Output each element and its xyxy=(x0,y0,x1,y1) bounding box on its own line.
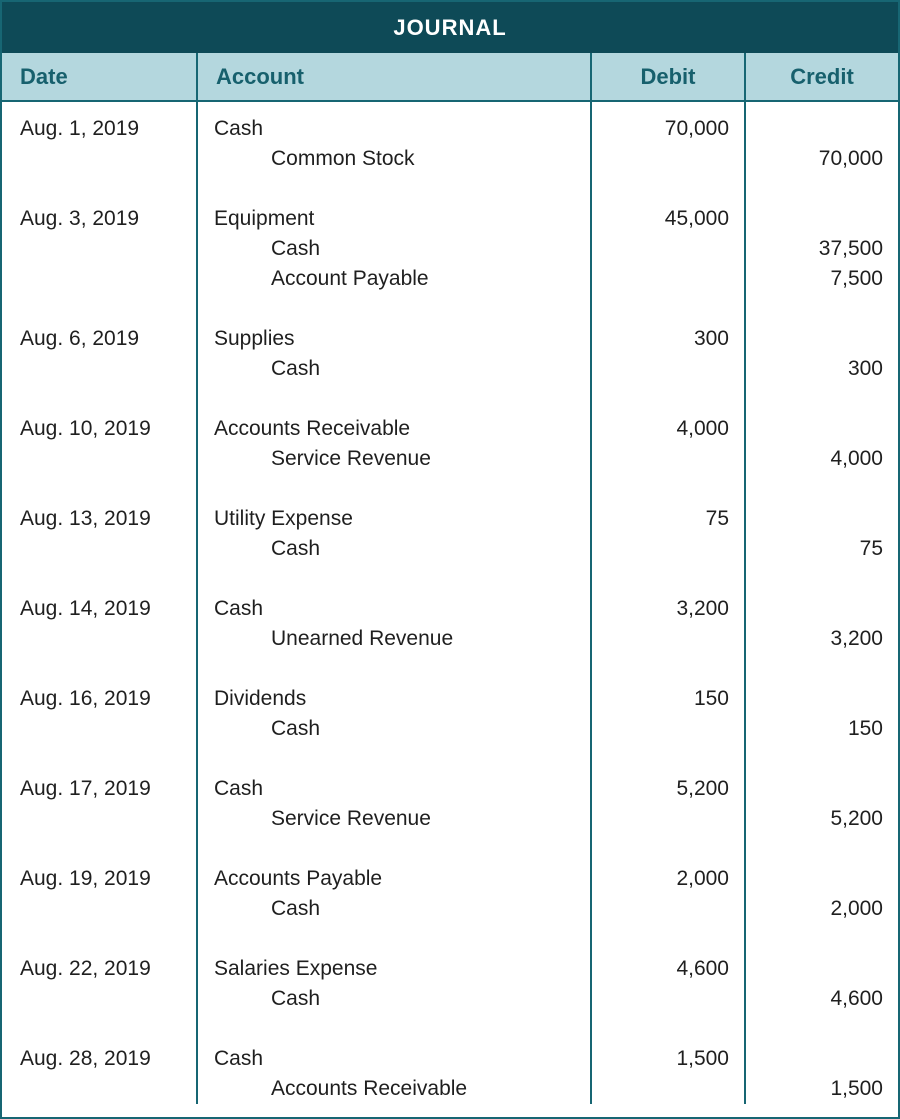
entry-credit-cell: 150 xyxy=(745,714,898,744)
spacer-cell xyxy=(2,174,197,204)
entry-spacer-row xyxy=(2,384,898,414)
journal-entry-line xyxy=(2,504,898,534)
entry-account-cell: Cash xyxy=(197,894,591,924)
spacer-cell xyxy=(2,564,197,594)
column-header-debit: Debit xyxy=(591,53,745,101)
entry-credit-cell: 7,500 xyxy=(745,264,898,294)
entry-debit-cell: 45,000 xyxy=(591,204,745,234)
journal-entry-line xyxy=(2,414,898,444)
padding-cell xyxy=(197,101,591,114)
spacer-cell xyxy=(2,474,197,504)
spacer-cell xyxy=(197,1014,591,1044)
entry-debit-cell xyxy=(591,444,745,474)
entry-credit-cell: 4,000 xyxy=(745,444,898,474)
column-header-account: Account xyxy=(197,53,591,101)
spacer-cell xyxy=(197,384,591,414)
entry-debit-cell xyxy=(591,714,745,744)
entry-date-cell xyxy=(2,894,197,924)
entry-debit-cell xyxy=(591,894,745,924)
entry-account-cell: Accounts Receivable xyxy=(197,414,591,444)
entry-debit-cell: 3,200 xyxy=(591,594,745,624)
entry-date-cell xyxy=(2,624,197,654)
spacer-cell xyxy=(2,744,197,774)
spacer-cell xyxy=(2,294,197,324)
entry-date-cell xyxy=(2,234,197,264)
entry-spacer-row xyxy=(2,1014,898,1044)
journal-entry-line xyxy=(2,1044,898,1074)
journal-entry-line xyxy=(2,954,898,984)
entry-debit-cell: 4,000 xyxy=(591,414,745,444)
spacer-cell xyxy=(591,834,745,864)
journal-entry-line xyxy=(2,144,898,174)
journal-entry-line xyxy=(2,204,898,234)
journal-title: JOURNAL xyxy=(2,2,898,53)
entry-debit-cell xyxy=(591,534,745,564)
entry-credit-cell: 5,200 xyxy=(745,804,898,834)
column-header-date: Date xyxy=(2,53,197,101)
journal-entry-line xyxy=(2,684,898,714)
entry-credit-cell: 2,000 xyxy=(745,894,898,924)
entry-credit-cell: 3,200 xyxy=(745,624,898,654)
spacer-cell xyxy=(745,654,898,684)
entry-date-cell xyxy=(2,264,197,294)
entry-credit-cell xyxy=(745,414,898,444)
entry-account-cell: Cash xyxy=(197,714,591,744)
entry-debit-cell: 70,000 xyxy=(591,114,745,144)
entry-account-cell: Dividends xyxy=(197,684,591,714)
entry-debit-cell: 1,500 xyxy=(591,1044,745,1074)
spacer-cell xyxy=(745,834,898,864)
spacer-cell xyxy=(197,474,591,504)
entry-spacer-row xyxy=(2,834,898,864)
entry-account-cell: Service Revenue xyxy=(197,804,591,834)
journal-entry-line xyxy=(2,864,898,894)
entry-credit-cell: 4,600 xyxy=(745,984,898,1014)
entry-debit-cell xyxy=(591,354,745,384)
entry-credit-cell xyxy=(745,504,898,534)
entry-date-cell xyxy=(2,354,197,384)
entry-credit-cell xyxy=(745,774,898,804)
entry-date-cell xyxy=(2,144,197,174)
spacer-cell xyxy=(745,564,898,594)
spacer-cell xyxy=(197,654,591,684)
spacer-cell xyxy=(2,654,197,684)
entry-spacer-row xyxy=(2,174,898,204)
spacer-cell xyxy=(197,924,591,954)
spacer-cell xyxy=(591,474,745,504)
entry-date-cell: Aug. 13, 2019 xyxy=(20,507,151,530)
entry-account-cell: Cash xyxy=(197,594,591,624)
padding-cell xyxy=(745,101,898,114)
journal-entry-line xyxy=(2,894,898,924)
entry-date-cell xyxy=(2,714,197,744)
entry-debit-cell xyxy=(591,804,745,834)
entry-date-cell: Aug. 3, 2019 xyxy=(20,207,140,230)
entry-debit-cell: 75 xyxy=(591,504,745,534)
entry-account-cell: Account Payable xyxy=(197,264,591,294)
entry-date-cell: Aug. 17, 2019 xyxy=(20,777,151,800)
entry-spacer-row xyxy=(2,924,898,954)
journal-entry-line xyxy=(2,114,898,144)
spacer-cell xyxy=(197,564,591,594)
spacer-cell xyxy=(591,564,745,594)
entry-date-cell: Aug. 1, 2019 xyxy=(20,117,140,140)
journal-entry-line xyxy=(2,594,898,624)
entry-account-cell: Common Stock xyxy=(197,144,591,174)
entry-date-cell xyxy=(2,534,197,564)
top-padding-row xyxy=(2,101,898,114)
padding-cell xyxy=(2,101,197,114)
entry-date-cell: Aug. 28, 2019 xyxy=(20,1047,151,1070)
spacer-cell xyxy=(2,924,197,954)
entry-account-cell: Equipment xyxy=(197,204,591,234)
entry-account-cell: Cash xyxy=(197,114,591,144)
entry-account-cell: Accounts Payable xyxy=(197,864,591,894)
entry-credit-cell xyxy=(745,114,898,144)
spacer-cell xyxy=(745,294,898,324)
entry-date-cell: Aug. 19, 2019 xyxy=(20,867,151,890)
entry-account-cell: Cash xyxy=(197,984,591,1014)
entry-date-cell: Aug. 22, 2019 xyxy=(20,957,151,980)
journal-entry-line xyxy=(2,624,898,654)
entry-account-cell: Cash xyxy=(197,234,591,264)
entry-credit-cell: 75 xyxy=(745,534,898,564)
journal-entry-line xyxy=(2,774,898,804)
entry-account-cell: Service Revenue xyxy=(197,444,591,474)
spacer-cell xyxy=(2,384,197,414)
spacer-cell xyxy=(197,294,591,324)
entry-date-cell xyxy=(2,804,197,834)
journal-entry-line xyxy=(2,804,898,834)
entry-date-cell xyxy=(2,444,197,474)
spacer-cell xyxy=(745,924,898,954)
entry-credit-cell xyxy=(745,204,898,234)
spacer-cell xyxy=(2,834,197,864)
padding-cell xyxy=(591,101,745,114)
entry-date-cell xyxy=(2,984,197,1014)
spacer-cell xyxy=(591,294,745,324)
spacer-cell xyxy=(745,174,898,204)
entry-credit-cell: 70,000 xyxy=(745,144,898,174)
entry-debit-cell xyxy=(591,624,745,654)
entry-credit-cell xyxy=(745,324,898,354)
entry-credit-cell xyxy=(745,864,898,894)
entry-debit-cell: 5,200 xyxy=(591,774,745,804)
entry-debit-cell xyxy=(591,144,745,174)
spacer-cell xyxy=(745,1014,898,1044)
entry-account-cell: Unearned Revenue xyxy=(197,624,591,654)
spacer-cell xyxy=(591,924,745,954)
spacer-cell xyxy=(197,834,591,864)
entry-debit-cell xyxy=(591,264,745,294)
journal-entry-line xyxy=(2,714,898,744)
spacer-cell xyxy=(2,1014,197,1044)
entry-credit-cell: 37,500 xyxy=(745,234,898,264)
spacer-cell xyxy=(591,174,745,204)
entry-account-cell: Accounts Receivable xyxy=(197,1074,591,1104)
spacer-cell xyxy=(591,384,745,414)
journal-entry-line xyxy=(2,324,898,354)
entry-account-cell: Supplies xyxy=(197,324,591,354)
entry-debit-cell xyxy=(591,984,745,1014)
entry-debit-cell xyxy=(591,234,745,264)
entry-spacer-row xyxy=(2,564,898,594)
entry-credit-cell: 300 xyxy=(745,354,898,384)
entry-credit-cell xyxy=(745,594,898,624)
entry-account-cell: Salaries Expense xyxy=(197,954,591,984)
entry-debit-cell: 4,600 xyxy=(591,954,745,984)
entry-credit-cell: 1,500 xyxy=(745,1074,898,1104)
spacer-cell xyxy=(197,744,591,774)
entry-account-cell: Utility Expense xyxy=(197,504,591,534)
entry-date-cell: Aug. 16, 2019 xyxy=(20,687,151,710)
spacer-cell xyxy=(745,744,898,774)
entry-account-cell: Cash xyxy=(197,774,591,804)
journal-entry-line xyxy=(2,444,898,474)
entry-debit-cell xyxy=(591,1074,745,1104)
entry-credit-cell xyxy=(745,1044,898,1074)
entry-credit-cell xyxy=(745,684,898,714)
spacer-cell xyxy=(197,174,591,204)
spacer-cell xyxy=(591,744,745,774)
column-header-row xyxy=(2,53,898,101)
journal-entry-line xyxy=(2,264,898,294)
entry-account-cell: Cash xyxy=(197,354,591,384)
entry-account-cell: Cash xyxy=(197,534,591,564)
spacer-cell xyxy=(745,474,898,504)
entry-spacer-row xyxy=(2,654,898,684)
entry-debit-cell: 300 xyxy=(591,324,745,354)
entry-date-cell: Aug. 6, 2019 xyxy=(20,327,140,350)
column-header-credit: Credit xyxy=(745,53,898,101)
entry-credit-cell xyxy=(745,954,898,984)
spacer-cell xyxy=(591,654,745,684)
journal-entry-line xyxy=(2,1074,898,1104)
entry-spacer-row xyxy=(2,474,898,504)
entry-account-cell: Cash xyxy=(197,1044,591,1074)
journal-entry-line xyxy=(2,984,898,1014)
journal-entry-line xyxy=(2,234,898,264)
spacer-cell xyxy=(591,1014,745,1044)
journal-entry-line xyxy=(2,354,898,384)
spacer-cell xyxy=(745,384,898,414)
entry-date-cell: Aug. 14, 2019 xyxy=(20,597,151,620)
journal-entry-line xyxy=(2,534,898,564)
entry-spacer-row xyxy=(2,744,898,774)
entry-debit-cell: 150 xyxy=(591,684,745,714)
entry-debit-cell: 2,000 xyxy=(591,864,745,894)
entry-date-cell xyxy=(2,1074,197,1104)
entry-spacer-row xyxy=(2,294,898,324)
entry-date-cell: Aug. 10, 2019 xyxy=(20,417,151,440)
journal-entries-table xyxy=(2,53,898,1104)
